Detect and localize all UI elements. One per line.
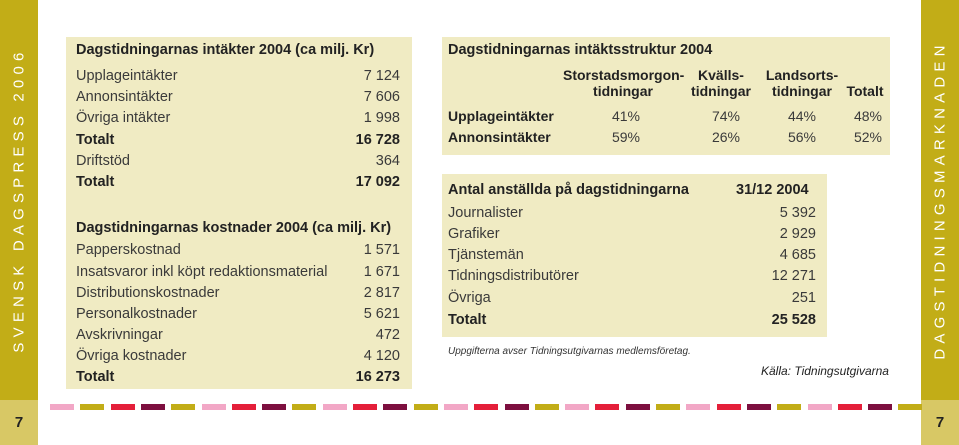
income-row-label: Driftstöd	[76, 153, 130, 169]
cost-row	[76, 285, 400, 301]
employee-row-value: 251	[791, 290, 816, 306]
left-side-band	[0, 0, 38, 400]
color-strip-segment	[292, 404, 316, 410]
color-strip-segment	[353, 404, 377, 410]
color-strip-segment	[262, 404, 286, 410]
color-strip-segment	[474, 404, 498, 410]
color-strip-segment	[565, 404, 589, 410]
income-title: Dagstidningarnas intäkter 2004 (ca milj. Kr)	[76, 42, 375, 58]
cost-row-label: Övriga kostnader	[76, 348, 187, 364]
column-header-line1	[842, 67, 888, 83]
color-strip-segment	[323, 404, 347, 410]
color-strip-segment	[171, 404, 195, 410]
color-strip-segment	[111, 404, 135, 410]
cost-row-value: 16 273	[355, 369, 400, 385]
column-header-line2: tidningar	[691, 83, 751, 99]
right-side-text: DAGSTIDNINGSMARKNADEN	[931, 40, 949, 360]
employees-panel	[442, 174, 827, 357]
column-header-line2: Totalt	[846, 83, 884, 99]
cost-row-value: 1 571	[363, 242, 400, 258]
employee-row-value: 2 929	[779, 226, 816, 242]
employees-date: 31/12 2004	[736, 182, 809, 198]
cost-row	[76, 264, 400, 280]
income-total-row	[76, 132, 400, 148]
income-row-label: Upplageintäkter	[76, 68, 178, 84]
employee-total-row	[448, 312, 816, 328]
employee-row	[448, 226, 816, 242]
color-strip-segment	[868, 404, 892, 410]
cost-row-value: 2 817	[363, 285, 400, 301]
employee-row	[448, 247, 816, 263]
color-strip-segment	[686, 404, 710, 410]
income-row-value: 1 998	[363, 110, 400, 126]
source-credit: Källa: Tidningsutgivarna	[761, 364, 889, 378]
structure-row-label: Upplageintäkter	[448, 108, 554, 124]
structure-cell: 48%	[853, 108, 882, 124]
color-strip-segment	[535, 404, 559, 410]
income-row-label: Annonsintäkter	[76, 89, 173, 105]
income-row-value: 16 728	[355, 132, 400, 148]
employee-row-label: Journalister	[448, 205, 523, 221]
cost-row-value: 4 120	[363, 348, 400, 364]
employee-row-label: Tidningsdistributörer	[448, 268, 579, 284]
cost-row-label: Avskrivningar	[76, 327, 163, 343]
income-row-label: Övriga intäkter	[76, 110, 171, 126]
structure-cell: 41%	[611, 108, 640, 124]
structure-cell: 59%	[611, 129, 640, 145]
structure-cell: 26%	[711, 129, 740, 145]
color-strip-segment	[595, 404, 619, 410]
color-strip-segment	[414, 404, 438, 410]
income-row	[76, 89, 400, 105]
color-strip-segment	[444, 404, 468, 410]
employee-row-value: 4 685	[779, 247, 816, 263]
cost-row-label: Personalkostnader	[76, 306, 197, 322]
income-row	[76, 110, 400, 126]
employees-title: Antal anställda på dagstidningarna	[448, 182, 689, 198]
color-strip-segment	[505, 404, 529, 410]
employee-row-label: Grafiker	[448, 226, 500, 242]
income-row-value: 17 092	[355, 174, 400, 190]
color-strip-segment	[898, 404, 922, 410]
income-row-value: 7 606	[363, 89, 400, 105]
cost-row-label: Papperskostnad	[76, 242, 181, 258]
employee-row-label: Tjänstemän	[448, 247, 524, 263]
structure-panel	[442, 37, 890, 155]
color-strip-segment	[747, 404, 771, 410]
right-side-band	[921, 0, 959, 400]
color-strip-segment	[141, 404, 165, 410]
income-row-label: Totalt	[76, 174, 115, 190]
employee-row-value: 12 271	[771, 268, 816, 284]
structure-cell: 44%	[787, 108, 816, 124]
income-grand-total-row	[76, 174, 400, 190]
structure-row-label: Annonsintäkter	[448, 129, 551, 145]
column-header-line1: Storstadsmorgon-	[563, 67, 685, 83]
page-number-left: 7	[0, 400, 38, 445]
income-row	[76, 153, 400, 169]
cost-row	[76, 306, 400, 322]
employee-row-label: Övriga	[448, 290, 491, 306]
cost-row-value: 5 621	[363, 306, 400, 322]
income-row-value: 7 124	[363, 68, 400, 84]
cost-row	[76, 348, 400, 364]
color-strip-segment	[232, 404, 256, 410]
employee-row-value: 25 528	[771, 312, 816, 328]
color-strip-segment	[777, 404, 801, 410]
column-header-line2: tidningar	[593, 83, 653, 99]
cost-row-label: Totalt	[76, 369, 115, 385]
cost-row-label: Distributionskostnader	[76, 285, 220, 301]
employee-row	[448, 205, 816, 221]
page-number-right: 7	[921, 400, 959, 445]
column-header-line2: tidningar	[772, 83, 832, 99]
color-strip-segment	[656, 404, 680, 410]
column-header-line1: Landsorts-	[765, 67, 839, 83]
finance-panel	[66, 37, 412, 389]
color-strip-segment	[50, 404, 74, 410]
column-header	[563, 67, 683, 99]
employee-row-value: 5 392	[779, 205, 816, 221]
color-strip-segment	[808, 404, 832, 410]
costs-title: Dagstidningarnas kostnader 2004 (ca milj. Kr)	[76, 220, 392, 236]
income-row	[76, 68, 400, 84]
employees-footnote: Uppgifterna avser Tidningsutgivarnas medlemsföretag.	[448, 346, 691, 357]
cost-row-value: 472	[375, 327, 400, 343]
color-strip-segment	[717, 404, 741, 410]
color-strip-segment	[383, 404, 407, 410]
column-header	[762, 67, 842, 99]
color-strip-segment	[80, 404, 104, 410]
employee-row-label: Totalt	[448, 312, 487, 328]
structure-cell: 56%	[787, 129, 816, 145]
cost-row-label: Insatsvaror inkl köpt redaktionsmaterial	[76, 264, 328, 280]
employee-row	[448, 268, 816, 284]
cost-row-value: 1 671	[363, 264, 400, 280]
color-strip-segment	[202, 404, 226, 410]
structure-title: Dagstidningarnas intäktsstruktur 2004	[448, 42, 713, 58]
cost-total-row	[76, 369, 400, 385]
cost-row	[76, 327, 400, 343]
color-strip-segment	[838, 404, 862, 410]
structure-cell: 74%	[711, 108, 740, 124]
employee-row	[448, 290, 816, 306]
left-side-text: SVENSK DAGSPRESS 2006	[10, 47, 28, 353]
column-header-line1: Kvälls-	[698, 67, 744, 83]
column-header	[842, 67, 888, 99]
income-row-label: Totalt	[76, 132, 115, 148]
cost-row	[76, 242, 400, 258]
color-strip-segment	[626, 404, 650, 410]
structure-cell: 52%	[853, 129, 882, 145]
income-row-value: 364	[375, 153, 400, 169]
column-header	[688, 67, 754, 99]
